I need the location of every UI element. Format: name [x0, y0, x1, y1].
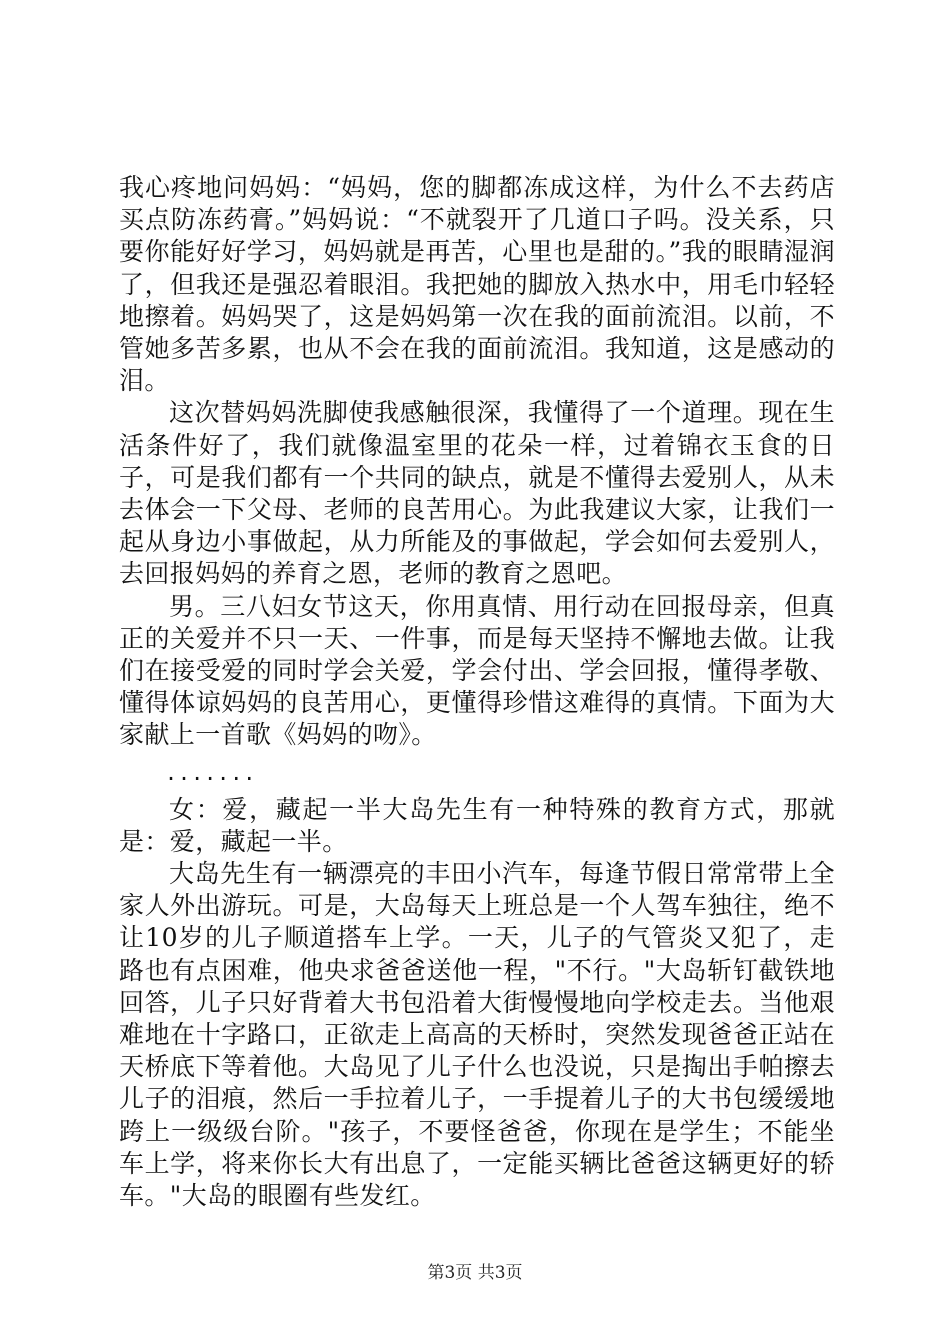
paragraph-lesson: 这次替妈妈洗脚使我感触很深，我懂得了一个道理。现在生活条件好了，我们就像温室里的花朵一样，过着锦衣玉食的日子，可是我们都有一个共同的缺点，就是不懂得去爱别人，从未去体会一下父母、老师的良苦用心。为此我建议大家，让我们一起从身边小事做起，从力所能及的事做起，学会如何去爱别人，去回报妈妈的养育之恩，老师的教育之恩吧。 — [119, 398, 835, 589]
paragraph-oshima-story: 大岛先生有一辆漂亮的丰田小汽车，每逢节假日常常带上全家人外出游玩。可是，大岛每天上班总是一个人驾车独往，绝不让10岁的儿子顺道搭车上学。一天，儿子的气管炎又犯了，走路也有点困难，他央求爸爸送他一程，"不行。"大岛斩钉截铁地回答，儿子只好背着大书包沿着大街慢慢地向学校走去。当他艰难地在十字路口，正欲走上高高的天桥时，突然发现爸爸正站在天桥底下等着他。大岛见了儿子什么也没说，只是掏出手帕擦去儿子的泪痕，然后一手拉着儿子，一手提着儿子的大书包缓缓地跨上一级级台阶。"孩子，不要怪爸爸，你现在是学生；不能坐车上学，将来你长大有出息了，一定能买辆比爸爸这辆更好的轿车。"大岛的眼圈有些发红。 — [119, 859, 835, 1211]
document-body — [119, 172, 835, 1212]
ellipsis-separator: ....... — [165, 760, 257, 785]
paragraph-female-host: 女：爱，藏起一半大岛先生有一种特殊的教育方式，那就是：爱，藏起一半。 — [119, 794, 835, 856]
paragraph-male-host: 男。三八妇女节这天，你用真情、用行动在回报母亲，但真正的关爱并不只一天、一件事，而是每天坚持不懈地去做。让我们在接受爱的同时学会关爱，学会付出、学会回报，懂得孝敬、懂得体谅妈妈的良苦用心，更懂得珍惜这难得的真情。下面为大家献上一首歌《妈妈的吻》。 — [119, 591, 835, 750]
page-footer: 第3页 共3页 — [427, 1263, 523, 1283]
paragraph-mother-feet: 我心疼地问妈妈：“妈妈，您的脚都冻成这样，为什么不去药店买点防冻药膏。”妈妈说：“不就裂开了几道口子吗。没关系，只要你能好好学习，妈妈就是再苦，心里也是甜的。”我的眼睛湿润了，但我还是强忍着眼泪。我把她的脚放入热水中，用毛巾轻轻地擦着。妈妈哭了，这是妈妈第一次在我的面前流泪。以前，不管她多苦多累，也从不会在我的面前流泪。我知道，这是感动的泪。 — [119, 173, 835, 396]
